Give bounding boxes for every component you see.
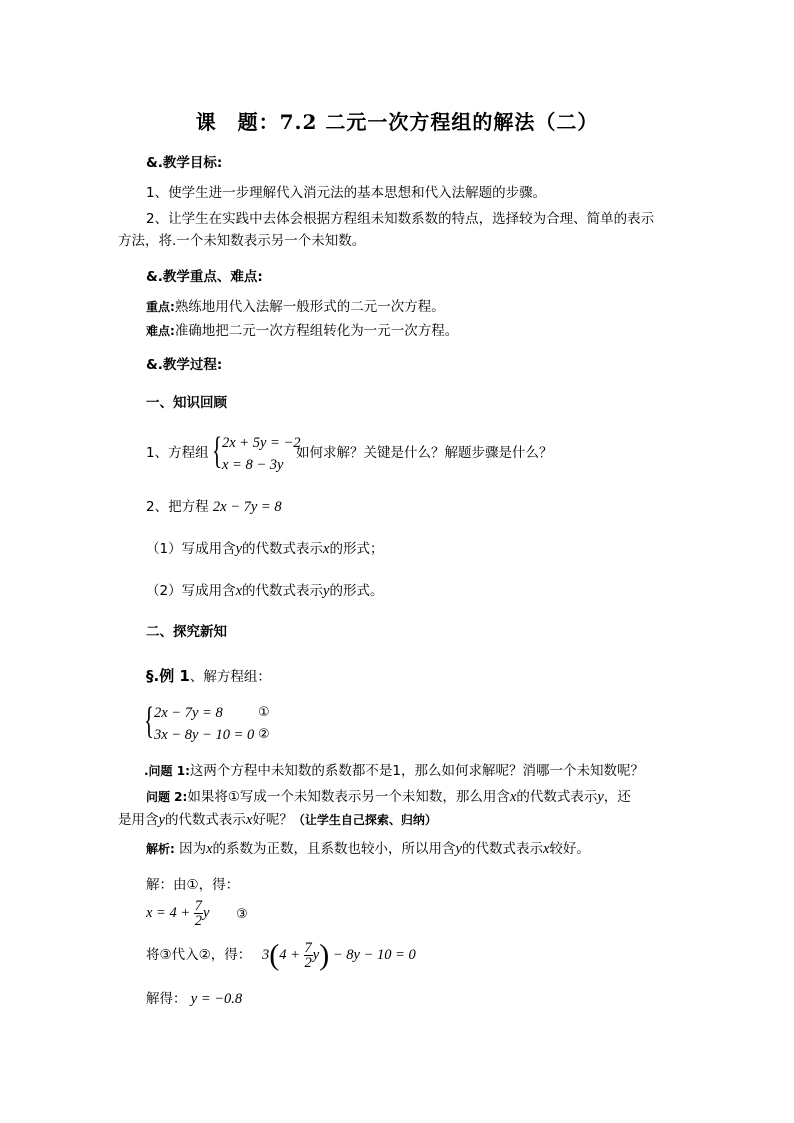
result-equation: y = −0.8 [190, 991, 243, 1007]
review-q2b-text-1: （2）写成用含 [146, 583, 236, 599]
substitute-eq-inner-left: 4 + [279, 947, 300, 963]
substitute-text: 将③代入②，得： [146, 947, 252, 963]
review-q2a-text-3: 的形式； [329, 541, 384, 557]
question-1-text: 这两个方程中未知数的系数都不是1，那么如何求解呢？消哪一个未知数呢？ [189, 763, 644, 779]
question-2-line2-text-3: 好呢？ [252, 812, 293, 828]
keypoint-text: 熟练地用代入法解一般形式的二元一次方程。 [174, 299, 445, 315]
review-heading: 一、知识回顾 [146, 395, 227, 411]
example-eq2: 3x − 8y − 10 = 0 [154, 727, 255, 743]
section-heading-keypoints: &.教学重点、难点: [146, 269, 263, 285]
page-title: 课 题：7.2 二元一次方程组的解法（二） [195, 110, 599, 134]
question-2-text-3: ，还 [603, 789, 631, 805]
eq3-marker: ③ [236, 907, 248, 922]
substitute-equation [262, 938, 416, 973]
example-label: §.例 1 [146, 667, 190, 685]
question-2-line-2 [118, 811, 437, 829]
review-q2-prefix: 2、把方程 [146, 499, 209, 515]
solution-x-right: y [203, 905, 210, 921]
analysis-text-4: 较好。 [549, 841, 590, 857]
question-2-line-1 [146, 788, 631, 806]
solution-fraction-num: 7 [194, 898, 203, 915]
example-line [146, 667, 271, 686]
review-q2b-var-1: x [235, 583, 243, 599]
question-2-text-1: 如果将①写成一个未知数表示另一个未知数，那么用含 [187, 789, 510, 805]
analysis-var-2: y [455, 841, 462, 857]
review-q1-prefix: 1、方程组 [146, 445, 209, 461]
explore-heading: 二、探究新知 [146, 624, 227, 640]
objective-item-2-line2: 方法，将.一个未知数表示另一个未知数。 [118, 233, 366, 249]
solution-fraction [194, 899, 203, 928]
review-q2a-text-2: 的代数式表示 [242, 541, 324, 557]
section-heading-process: &.教学过程: [146, 357, 223, 373]
review-q1-suffix: 如何求解？关键是什么？解题步骤是什么？ [296, 445, 553, 461]
review-q2a-var-2: x [323, 541, 330, 557]
solution-x-left: x = 4 + [146, 905, 191, 921]
analysis-line [146, 840, 590, 858]
keypoint-label: 重点: [146, 300, 175, 314]
review-q2b-var-2: y [323, 583, 330, 599]
analysis-var-1: x [206, 841, 213, 857]
review-q1-eq1: 2x + 5y = −2 [222, 435, 301, 451]
eq2-marker: ② [258, 727, 270, 742]
analysis-var-3: x [542, 841, 550, 857]
review-q2a-line [146, 540, 383, 558]
example-text: 、解方程组： [189, 669, 271, 685]
question-2-line2-text-1: 是用含 [118, 812, 159, 828]
question-2-line2-text-2: 的代数式表示 [164, 812, 246, 828]
review-q2b-text-3: 的形式。 [329, 583, 384, 599]
difficulty-label: 难点: [146, 324, 175, 338]
brace-symbol-2: { [144, 700, 155, 742]
analysis-label: 解析: [146, 842, 175, 856]
question-2-label: 问题 2: [146, 790, 188, 804]
result-label: 解得： [146, 991, 187, 1007]
substitute-fraction [304, 941, 313, 970]
review-q2a-text-1: （1）写成用含 [146, 541, 236, 557]
substitute-eq-inner-right: y [312, 947, 320, 963]
question-2-var-2: y [597, 789, 604, 805]
question-2-var-1: x [509, 789, 517, 805]
left-paren: ( [269, 938, 280, 972]
solution-x-expression [146, 898, 209, 928]
analysis-text-2: 的系数为正数，且系数也较小，所以用含 [212, 841, 456, 857]
right-paren: ) [319, 938, 330, 972]
section-heading-objectives: &.教学目标: [146, 155, 223, 171]
substitute-eq-pre: 3 [262, 947, 270, 963]
result-line [146, 990, 242, 1008]
question-2-note: （让学生自己探索、归纳） [292, 813, 437, 827]
difficulty-text: 准确地把二元一次方程组转化为一元一次方程。 [174, 323, 459, 339]
review-q2-line [146, 498, 282, 516]
question-2-text-2: 的代数式表示 [516, 789, 598, 805]
analysis-text-1: 因为 [179, 841, 207, 857]
review-q1-eq2: x = 8 − 3y [222, 457, 284, 473]
solution-fraction-den: 2 [194, 913, 203, 930]
question-2-line2-var-2: x [245, 812, 253, 828]
review-q2b-line [146, 582, 383, 600]
question-1-line [144, 762, 644, 780]
analysis-text-3: 的代数式表示 [461, 841, 543, 857]
question-1-label: .问题 1: [144, 764, 190, 778]
substitute-eq-post: − 8y − 10 = 0 [332, 947, 416, 963]
keypoint-line [146, 298, 445, 316]
review-q2b-text-2: 的代数式表示 [242, 583, 324, 599]
objective-item-2-line1: 2、让学生在实践中去体会根据方程组未知数系数的特点，选择较为合理、简单的表示 [146, 211, 655, 227]
review-q2a-var-1: y [235, 541, 243, 557]
objective-item-1: 1、使学生进一步理解代入消元法的基本思想和代入法解题的步骤。 [146, 185, 547, 201]
substitute-fraction-den: 2 [304, 955, 312, 972]
review-q2-eq: 2x − 7y = 8 [212, 499, 282, 515]
example-eq1: 2x − 7y = 8 [154, 705, 223, 721]
solution-intro: 解：由①，得： [146, 877, 240, 893]
question-2-line2-var-1: y [158, 812, 165, 828]
brace-symbol: { [212, 430, 223, 472]
eq1-marker: ① [258, 705, 270, 720]
difficulty-line [146, 322, 458, 340]
substitute-fraction-num: 7 [304, 940, 312, 957]
